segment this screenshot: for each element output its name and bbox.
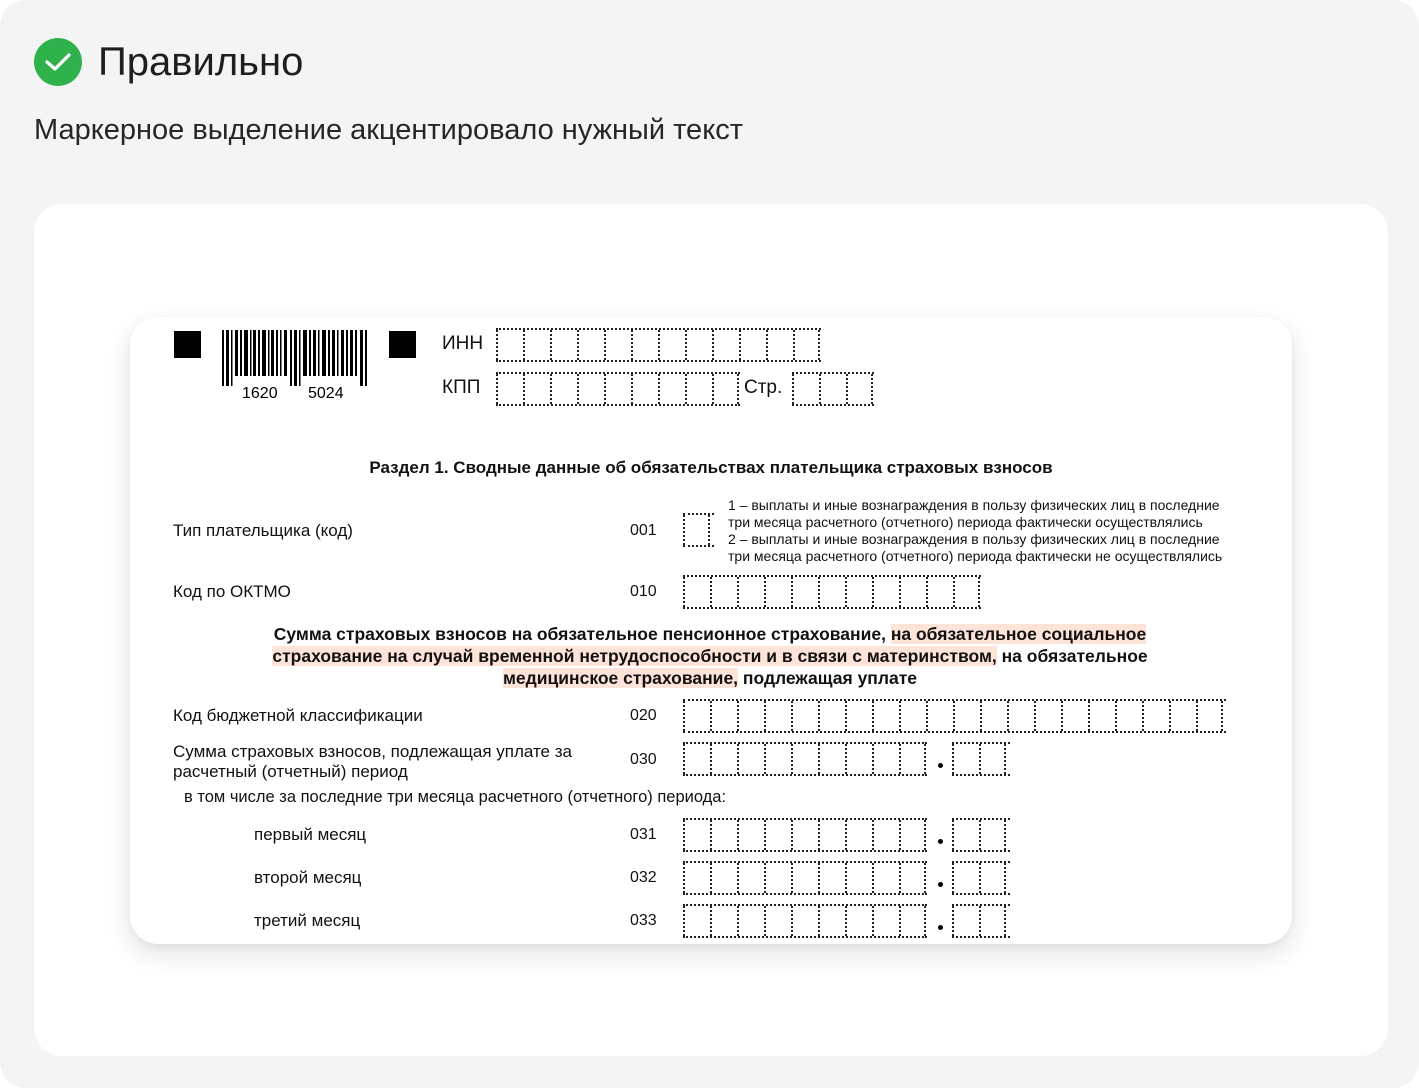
decimal-point <box>938 763 943 768</box>
kbk-code: 020 <box>630 707 657 724</box>
payer-type-label: Тип плательщика (код) <box>173 521 353 540</box>
decimal-point <box>938 925 943 930</box>
barcode-icon <box>222 330 368 390</box>
month3-kopecks-field[interactable] <box>952 904 1010 938</box>
highlight-social-insurance: на обязательное социальное страхование на случай временной нетрудоспособности и в связи с материнством, <box>272 624 1147 666</box>
kpp-label: КПП <box>442 377 481 398</box>
oktmo-label: Код по ОКТМО <box>173 582 291 601</box>
sum-period-code: 030 <box>630 751 657 768</box>
month1-kopecks-field[interactable] <box>952 818 1010 852</box>
month2-kopecks-field[interactable] <box>952 861 1010 895</box>
sum-title: Сумма страховых взносов на обязательное пенсионное страхование, на обязательное социальное страхование на случай временной нетрудоспособности и в связи с материнством, на обязательное медицинское страхование, подлежащая уплате <box>272 624 1148 688</box>
kbk-field[interactable] <box>683 699 1226 733</box>
decimal-point <box>938 882 943 887</box>
month1-label: первый месяц <box>254 825 367 844</box>
decimal-point <box>938 839 943 844</box>
oktmo-field[interactable] <box>683 575 981 609</box>
page-number-field[interactable] <box>792 372 874 406</box>
page-subtitle: Маркерное выделение акцентировало нужный текст <box>34 114 743 146</box>
barcode-number-left: 1620 <box>242 385 278 402</box>
payer-type-field[interactable] <box>683 513 714 547</box>
header <box>34 38 303 86</box>
oktmo-code: 010 <box>630 583 657 600</box>
month3-rubles-field[interactable] <box>683 904 927 938</box>
checkmark-icon <box>34 38 82 86</box>
month1-code: 031 <box>630 826 657 843</box>
sum-period-rubles-field[interactable] <box>683 742 927 776</box>
month3-label: третий месяц <box>254 911 361 930</box>
tax-form-excerpt <box>130 317 1292 944</box>
registration-mark-left <box>174 331 201 358</box>
month2-label: второй месяц <box>254 868 362 887</box>
page-number-label: Стр. <box>744 377 783 398</box>
section-title: Раздел 1. Сводные данные об обязательствах плательщика страховых взносов <box>369 458 1053 477</box>
month3-code: 033 <box>630 912 657 929</box>
month2-code: 032 <box>630 869 657 886</box>
page-title: Правильно <box>98 39 304 84</box>
month1-rubles-field[interactable] <box>683 818 927 852</box>
month2-rubles-field[interactable] <box>683 861 927 895</box>
sum-period-kopecks-field[interactable] <box>952 742 1010 776</box>
kbk-label: Код бюджетной классификации <box>173 706 423 725</box>
payer-type-code: 001 <box>630 522 657 539</box>
including-label: в том числе за последние три месяца расчетного (отчетного) периода: <box>184 788 727 806</box>
inn-label: ИНН <box>442 333 484 354</box>
inn-field[interactable] <box>496 328 821 362</box>
highlight-medical-insurance: медицинское страхование, <box>502 668 739 688</box>
barcode-number-right: 5024 <box>308 385 344 402</box>
payer-type-note: 1 – выплаты и иные вознаграждения в пользу физических лиц в последние три месяца расчетного (отчетного) периода фактически осуществлялись 2 – выплаты и иные вознаграждения в пользу физических лиц в последние три месяца расчетного (отчетного) периода фактически не осуществлялись <box>728 497 1223 564</box>
kpp-field[interactable] <box>496 372 740 406</box>
sum-period-label: Сумма страховых взносов, подлежащая уплате за расчетный (отчетный) период <box>173 742 572 781</box>
registration-mark-right <box>389 331 416 358</box>
